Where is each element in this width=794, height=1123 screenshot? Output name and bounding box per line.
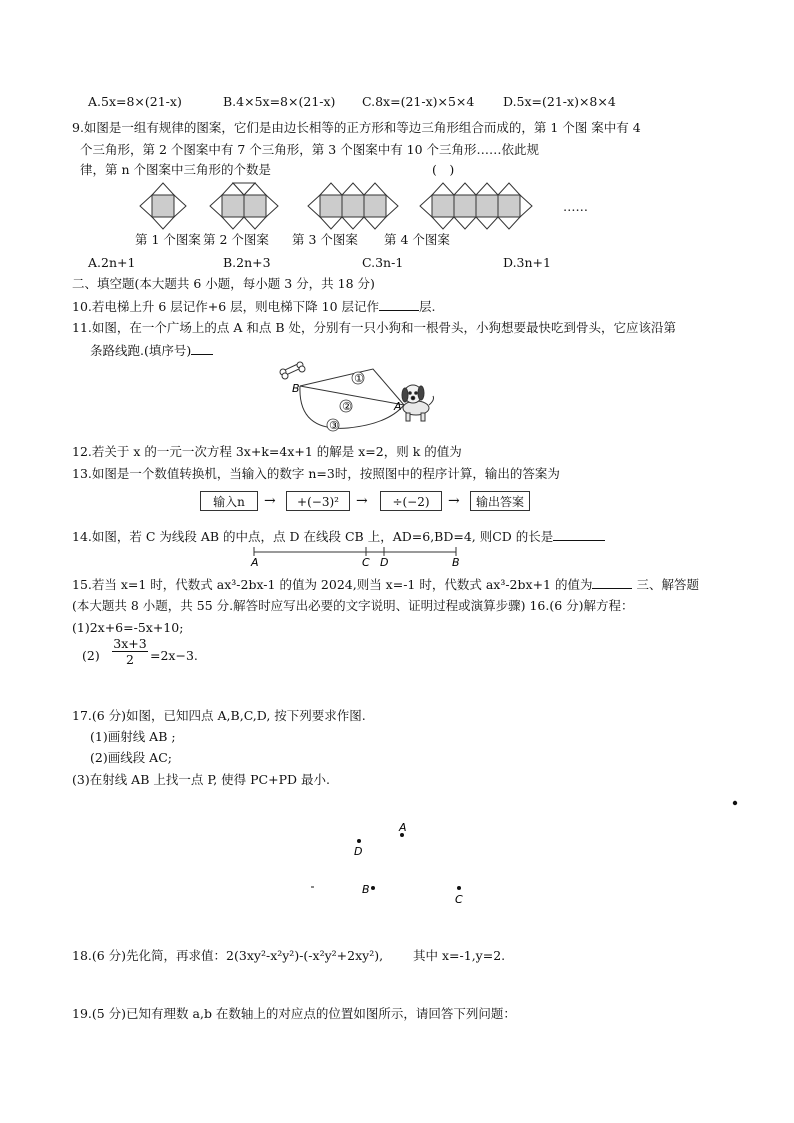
pattern-3 bbox=[308, 183, 398, 229]
q17-point-d: D bbox=[354, 845, 363, 858]
q11-blank bbox=[191, 342, 213, 355]
pattern-1 bbox=[140, 183, 186, 229]
q16-rhs: =2x−3. bbox=[150, 648, 198, 663]
q9-label-3: 第 3 个图案 bbox=[292, 232, 358, 247]
q14-blank bbox=[553, 528, 605, 541]
route-1-label: ① bbox=[354, 372, 364, 385]
q17-point-a: A bbox=[399, 821, 407, 834]
q10-pre: 10.若电梯上升 6 层记作+6 层，则电梯下降 10 层记作 bbox=[72, 299, 380, 314]
q14-text bbox=[72, 528, 605, 545]
q11-line2 bbox=[90, 342, 213, 359]
q9-pattern-figure bbox=[140, 183, 560, 233]
q9-paren: ( ) bbox=[432, 162, 455, 177]
q16-part2-label: (2) bbox=[82, 648, 100, 663]
section3-heading: 三、解答题 bbox=[636, 577, 699, 592]
q9-option-a: A.2n+1 bbox=[88, 255, 136, 270]
q9-label-1: 第 1 个图案 bbox=[135, 232, 201, 247]
q10-blank bbox=[379, 298, 419, 311]
flow-arrow-2: → bbox=[356, 493, 368, 509]
q17-line4: (3)在射线 AB 上找一点 P, 使得 PC+PD 最小. bbox=[72, 772, 330, 787]
dog-icon bbox=[402, 385, 434, 421]
q17-line3: (2)画线段 AC; bbox=[90, 750, 172, 765]
flow-box-output: 输出答案 bbox=[470, 491, 530, 511]
q9-line3: 律，第 n 个图案中三角形的个数是 bbox=[80, 162, 271, 177]
q16-part1: (1)2x+6=-5x+10; bbox=[72, 620, 184, 635]
q8-option-d: D.5x=(21-x)×8×4 bbox=[503, 94, 616, 109]
q9-label-2: 第 2 个图案 bbox=[203, 232, 269, 247]
q14-segment-figure bbox=[250, 546, 460, 568]
q10-post: 层. bbox=[419, 299, 436, 314]
q8-option-b: B.4×5x=8×(21-x) bbox=[223, 94, 336, 109]
flow-box-input: 输入n bbox=[200, 491, 258, 511]
q8-option-a: A.5x=8×(21-x) bbox=[88, 94, 182, 109]
q16-denominator: 2 bbox=[126, 652, 134, 667]
q14-point-d: D bbox=[380, 556, 389, 569]
pattern-4 bbox=[420, 183, 532, 229]
q15-line1 bbox=[72, 576, 699, 593]
q15-blank bbox=[592, 576, 632, 589]
stray-dot bbox=[733, 801, 737, 805]
flow-box-divide: ÷(−2) bbox=[380, 491, 442, 511]
route-2-label: ② bbox=[342, 400, 352, 413]
flow-arrow-1: → bbox=[264, 493, 276, 509]
q8-option-c: C.8x=(21-x)×5×4 bbox=[362, 94, 475, 109]
q16-fraction bbox=[112, 636, 148, 667]
q14-point-c: C bbox=[362, 556, 370, 569]
q17-point-b: B bbox=[362, 883, 370, 896]
q13-text: 13.如图是一个数值转换机，当输入的数字 n=3时，按照图中的程序计算，输出的答案为 bbox=[72, 466, 560, 481]
q9-option-c: C.3n-1 bbox=[362, 255, 404, 270]
q14-point-b: B bbox=[452, 556, 460, 569]
flow-box-add-square: +(−3)² bbox=[286, 491, 350, 511]
section2-heading: 二、填空题(本大题共 6 小题，每小题 3 分，共 18 分) bbox=[72, 276, 375, 291]
q11-route-figure bbox=[278, 362, 438, 437]
q15-question: 15.若当 x=1 时，代数式 ax³-2bx-1 的值为 2024,则当 x=-1 时，代数式 ax³-2bx+1 的值为 bbox=[72, 577, 593, 592]
point-b-label: B bbox=[292, 382, 300, 395]
q9-label-4: 第 4 个图案 bbox=[384, 232, 450, 247]
q19-text: 19.(5 分)已知有理数 a,b 在数轴上的对应点的位置如图所示，请回答下列问题： bbox=[72, 1006, 516, 1021]
q18-expression: 18.(6 分)先化简，再求值：2(3xy²-x²y²)-(-x²y²+2xy²), bbox=[72, 948, 384, 963]
q16-numerator: 3x+3 bbox=[113, 636, 147, 651]
q9-option-d: D.3n+1 bbox=[503, 255, 551, 270]
q17-line1: 17.(6 分)如图，已知四点 A,B,C,D, 按下列要求作图. bbox=[72, 708, 366, 723]
q11-line2-text: 条路线跑.(填序号) bbox=[90, 343, 192, 358]
q18-condition: 其中 x=-1,y=2. bbox=[413, 948, 506, 963]
q12-text: 12.若关于 x 的一元一次方程 3x+k=4x+1 的解是 x=2，则 k 的值为 bbox=[72, 444, 462, 459]
route-2 bbox=[300, 386, 404, 405]
flow-arrow-3: → bbox=[448, 493, 460, 509]
q14-question: 14.如图，若 C 为线段 AB 的中点，点 D 在线段 CB 上，AD=6,BD=4, 则CD 的长是 bbox=[72, 529, 554, 544]
route-1 bbox=[300, 369, 404, 405]
section3-instructions: (本大题共 8 小题，共 55 分.解答时应写出必要的文字说明、证明过程或演算步骤) 16.(6 分)解方程： bbox=[72, 598, 634, 613]
route-3-label: ③ bbox=[329, 419, 339, 432]
pattern-2 bbox=[210, 183, 278, 229]
q17-points-figure bbox=[300, 795, 750, 910]
q14-point-a: A bbox=[251, 556, 259, 569]
q9-line2: 个三角形，第 2 个图案中有 7 个三角形，第 3 个图案中有 10 个三角形……依此规 bbox=[80, 142, 540, 157]
q17-line2: (1)画射线 AB ; bbox=[90, 729, 176, 744]
q10-text bbox=[72, 298, 436, 315]
q18-text bbox=[72, 948, 505, 964]
q17-point-c: C bbox=[455, 893, 463, 906]
q9-option-b: B.2n+3 bbox=[223, 255, 271, 270]
q9-line1: 9.如图是一组有规律的图案，它们是由边长相等的正方形和等边三角形组合而成的，第 1 个图 案中有 4 bbox=[72, 120, 641, 135]
q11-line1: 11.如图，在一个广场上的点 A 和点 B 处，分别有一只小狗和一根骨头，小狗想要最快吃到骨头，它应该沿第 bbox=[72, 320, 676, 335]
point-a-label: A bbox=[394, 400, 402, 413]
q9-ellipsis: …… bbox=[563, 199, 588, 214]
bone-icon bbox=[280, 362, 305, 379]
